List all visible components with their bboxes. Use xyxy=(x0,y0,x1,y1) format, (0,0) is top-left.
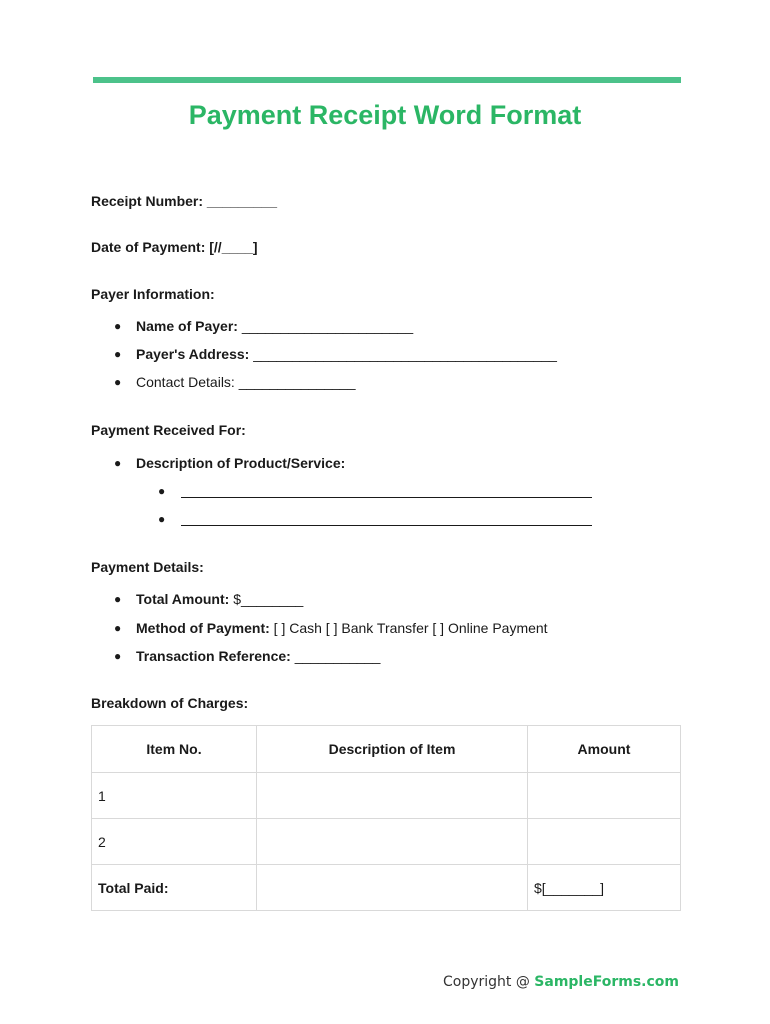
bullet-icon: ● xyxy=(114,319,122,333)
receipt-number-field: Receipt Number: _________ xyxy=(91,193,277,209)
payer-info-heading: Payer Information: xyxy=(91,286,215,302)
payer-name-label: Name of Payer: xyxy=(136,318,238,334)
total-row xyxy=(92,865,681,911)
payer-address-label: Payer's Address: xyxy=(136,346,250,362)
charges-table xyxy=(91,725,681,911)
bullet-icon: ● xyxy=(114,649,122,663)
total-description-cell xyxy=(257,865,528,911)
bullet-icon: ● xyxy=(114,456,122,470)
total-paid-value: $[_______] xyxy=(528,865,681,911)
bullet-icon: ● xyxy=(158,512,166,526)
description-label: Description of Product/Service: xyxy=(136,455,346,471)
total-amount-label: Total Amount: xyxy=(136,591,230,607)
payment-method-options: [ ] Cash [ ] Bank Transfer [ ] Online Payment xyxy=(273,620,548,636)
payment-method-field xyxy=(136,620,548,636)
payment-received-heading: Payment Received For: xyxy=(91,422,246,438)
amount-cell xyxy=(528,773,681,819)
transaction-reference-field xyxy=(136,648,380,664)
total-amount-value: $________ xyxy=(233,591,304,607)
payment-details-heading: Payment Details: xyxy=(91,559,204,575)
brand-link[interactable]: SampleForms.com xyxy=(534,974,679,990)
description-line-1 xyxy=(181,497,592,498)
header-accent-bar xyxy=(93,77,681,83)
total-paid-label: Total Paid: xyxy=(92,865,257,911)
contact-details-field: Contact Details: _______________ xyxy=(136,374,356,390)
date-of-payment-field: Date of Payment: [//____] xyxy=(91,239,258,255)
payer-address-field xyxy=(136,346,557,362)
item-number-cell: 1 xyxy=(92,773,257,819)
copyright-footer xyxy=(443,974,679,990)
item-number-cell: 2 xyxy=(92,819,257,865)
total-amount-field xyxy=(136,591,303,607)
copyright-prefix: Copyright @ xyxy=(442,974,535,990)
breakdown-heading: Breakdown of Charges: xyxy=(91,695,249,711)
bullet-icon: ● xyxy=(114,592,122,606)
bullet-icon: ● xyxy=(114,621,122,635)
page-title: Payment Receipt Word Format xyxy=(188,100,582,130)
description-cell xyxy=(257,773,528,819)
payment-method-label: Method of Payment: xyxy=(136,620,270,636)
payer-name-field xyxy=(136,318,413,334)
table-row xyxy=(92,819,681,865)
column-header: Item No. xyxy=(92,726,257,773)
transaction-reference-blank: ___________ xyxy=(294,648,381,664)
bullet-icon: ● xyxy=(158,484,166,498)
amount-cell xyxy=(528,819,681,865)
bullet-icon: ● xyxy=(114,375,122,389)
table-header-row xyxy=(92,726,681,773)
bullet-icon: ● xyxy=(114,347,122,361)
table-row xyxy=(92,773,681,819)
description-cell xyxy=(257,819,528,865)
transaction-reference-label: Transaction Reference: xyxy=(136,648,291,664)
description-line-2 xyxy=(181,525,592,526)
payer-name-blank: ______________________ xyxy=(241,318,414,334)
column-header: Amount xyxy=(528,726,681,773)
column-header: Description of Item xyxy=(257,726,528,773)
payer-address-blank: _______________________________________ xyxy=(253,346,557,362)
